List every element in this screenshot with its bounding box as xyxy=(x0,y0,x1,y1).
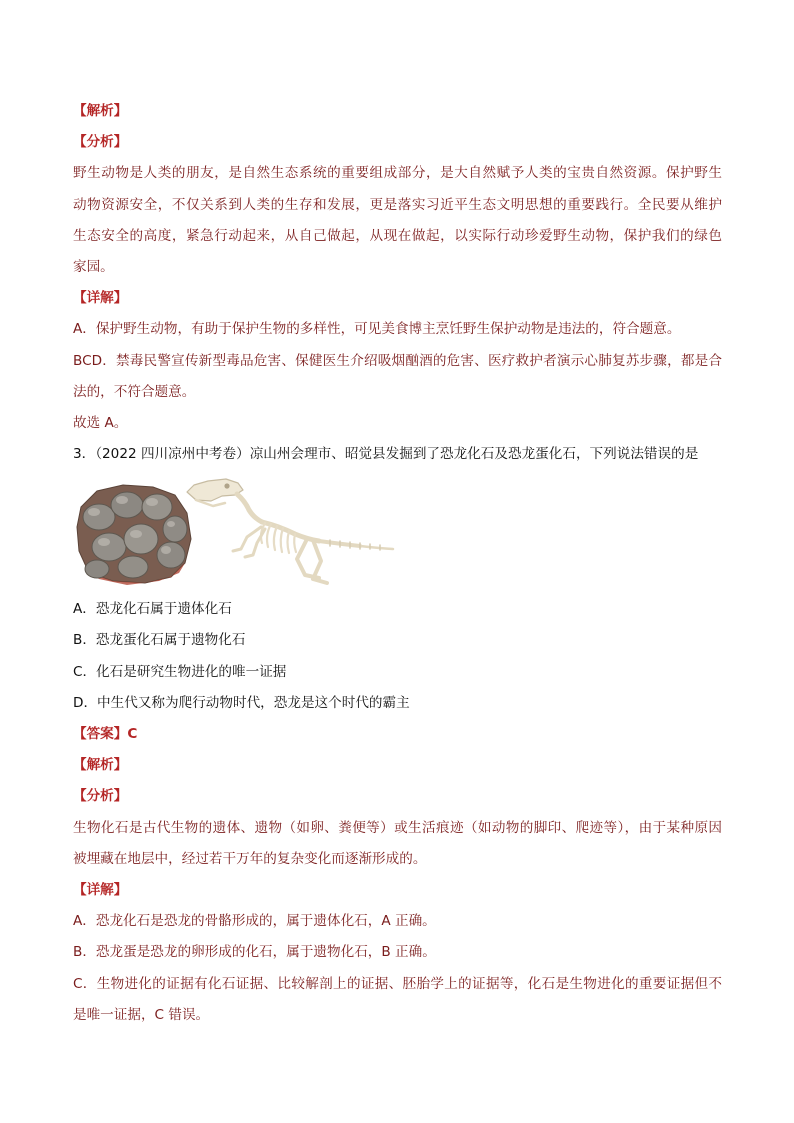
detail-line: 是唯一证据，C 错误。 xyxy=(73,1006,210,1023)
detail-line: B．恐龙蛋是恐龙的卵形成的化石，属于遗物化石，B 正确。 xyxy=(73,944,436,961)
skeleton-rib xyxy=(267,524,271,547)
fossil-egg-highlight xyxy=(167,521,175,527)
question-figure xyxy=(73,470,722,594)
fossil-egg-highlight xyxy=(130,530,142,538)
page-content xyxy=(73,96,722,1031)
skeleton-rib xyxy=(288,531,290,553)
detail-line: A．恐龙化石是恐龙的骨骼形成的，属于遗体化石，A 正确。 xyxy=(73,913,436,930)
fossil-egg xyxy=(83,504,115,530)
analysis-line: 生物化石是古代生物的遗体、遗物（如卵、粪便等）或生活痕迹（如动物的脚印、爬迹等），由于某种原因 xyxy=(73,819,722,836)
heading-answer: 【答案】 xyxy=(73,726,128,742)
heading-jiexi: 【解析】 xyxy=(73,103,128,119)
fossil-egg xyxy=(163,516,187,542)
question-stem: 3．（2022 四川凉州中考卷）凉山州会理市、昭觉县发掘到了恐龙化石及恐龙蛋化石，下列说法错误的是 xyxy=(73,446,699,463)
conclusion-line: 故选 A。 xyxy=(73,414,128,431)
analysis-line: 动物资源安全，不仅关系到人类的生存和发展，更是落实习近平生态文明思想的重要践行。全民要从维护 xyxy=(73,196,722,213)
skeleton-neck xyxy=(237,494,262,522)
analysis-line: 野生动物是人类的朋友，是自然生态系统的重要组成部分，是大自然赋予人类的宝贵自然资源。保护野生 xyxy=(73,165,722,182)
fossil-egg-highlight xyxy=(161,546,171,554)
fossil-egg xyxy=(142,494,172,520)
fossil-egg xyxy=(92,533,126,561)
heading-jiexi: 【解析】 xyxy=(73,757,128,774)
analysis-line: 被埋藏在地层中，经过若干万年的复杂变化而逐渐形成的。 xyxy=(73,850,427,867)
detail-line: A．保护野生动物，有助于保护生物的多样性，可见美食博主烹饪野生保护动物是违法的，符合题意。 xyxy=(73,321,681,338)
detail-line: BCD．禁毒民警宣传新型毒品危害、保健医生介绍吸烟酗酒的危害、医疗救护者演示心肺复苏步骤，都是合 xyxy=(73,352,722,369)
heading-fenxi: 【分析】 xyxy=(73,134,128,151)
option-d: D．中生代又称为爬行动物时代，恐龙是这个时代的霸主 xyxy=(73,694,410,711)
fossil-egg-highlight xyxy=(116,496,128,504)
dinosaur-fossil-illustration xyxy=(75,477,395,587)
analysis-line: 生态安全的高度，紧急行动起来，从自己做起，从现在做起，以实际行动珍爱野生动物，保护我们的绿色 xyxy=(73,227,722,244)
skeleton-rib xyxy=(274,526,277,550)
fossil-egg xyxy=(157,542,185,568)
fossil-egg xyxy=(111,492,143,518)
option-b: B．恐龙蛋化石属于遗物化石 xyxy=(73,632,246,649)
fossil-egg xyxy=(118,556,148,578)
analysis-line: 家园。 xyxy=(73,258,114,275)
option-a: A．恐龙化石属于遗体化石 xyxy=(73,601,232,618)
skeleton-rib xyxy=(281,528,283,552)
skeleton-eye-socket xyxy=(224,484,229,489)
fossil-egg xyxy=(124,524,158,554)
fossil-egg-highlight xyxy=(98,538,110,546)
fossil-egg-highlight xyxy=(146,498,158,506)
detail-line: C．生物进化的证据有化石证据、比较解剖上的证据、胚胎学上的证据等，化石是生物进化的重要证据但不 xyxy=(73,975,722,992)
skeleton-skull xyxy=(187,479,243,501)
heading-xiangjie: 【详解】 xyxy=(73,881,128,898)
dinosaur-skeleton xyxy=(187,479,393,583)
fossil-egg-highlight xyxy=(88,508,100,516)
egg-fossil-cluster xyxy=(77,485,191,585)
fossil-egg xyxy=(85,560,109,578)
answer-line xyxy=(73,719,722,750)
heading-fenxi: 【分析】 xyxy=(73,788,128,805)
answer-value: C xyxy=(127,726,138,742)
heading-xiangjie: 【详解】 xyxy=(73,290,128,307)
detail-line: 法的，不符合题意。 xyxy=(73,383,196,400)
skeleton-tail-tip xyxy=(360,546,393,549)
option-c: C．化石是研究生物进化的唯一证据 xyxy=(73,663,287,680)
